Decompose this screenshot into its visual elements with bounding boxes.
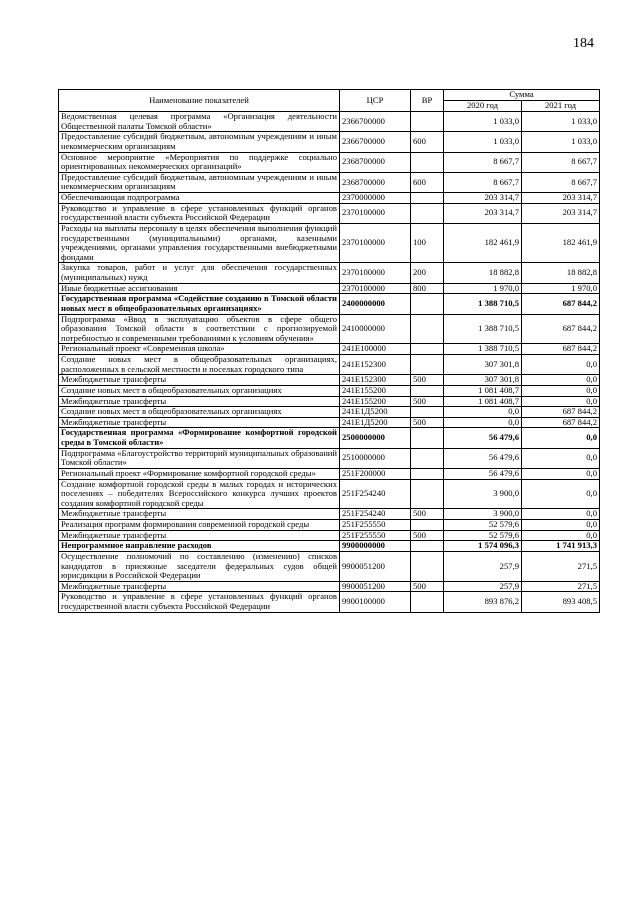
- row-csr-cell: 9900051200: [340, 581, 411, 592]
- table-row: [59, 417, 600, 428]
- row-2020-cell: 1 081 408,7: [444, 385, 522, 396]
- table-row: [59, 396, 600, 407]
- row-vr-cell: [411, 592, 444, 612]
- row-csr-cell: 2510000000: [340, 448, 411, 468]
- row-2021-cell: 0,0: [522, 530, 600, 541]
- row-csr-cell: 2370100000: [340, 263, 411, 283]
- row-csr-cell: 2368700000: [340, 152, 411, 172]
- table-row: [59, 407, 600, 418]
- row-2020-cell: 52 579,6: [444, 520, 522, 531]
- row-name-cell: Предоставление субсидий бюджетным, автономным учреждениям и иным некоммерческим организациям: [59, 132, 340, 152]
- row-csr-cell: 2370100000: [340, 223, 411, 263]
- row-csr-cell: 2370000000: [340, 193, 411, 204]
- row-2021-cell: 8 667,7: [522, 152, 600, 172]
- row-vr-cell: [411, 294, 444, 314]
- row-2020-cell: 1 081 408,7: [444, 396, 522, 407]
- row-csr-cell: 251F255550: [340, 520, 411, 531]
- row-csr-cell: 251F200000: [340, 468, 411, 479]
- row-2021-cell: 0,0: [522, 396, 600, 407]
- table-row: [59, 203, 600, 223]
- row-name-cell: Предоставление субсидий бюджетным, автономным учреждениям и иным некоммерческим организациям: [59, 172, 340, 192]
- row-vr-cell: [411, 541, 444, 552]
- row-2020-cell: 1 388 710,5: [444, 294, 522, 314]
- table-row: [59, 132, 600, 152]
- row-2020-cell: 8 667,7: [444, 152, 522, 172]
- table-row: [59, 551, 600, 581]
- row-vr-cell: [411, 468, 444, 479]
- row-csr-cell: 2370100000: [340, 203, 411, 223]
- row-vr-cell: 500: [411, 581, 444, 592]
- row-2020-cell: 3 900,0: [444, 509, 522, 520]
- row-name-cell: Подпрограмма «Ввод в эксплуатацию объектов в сфере общего образования Томской области в соответствии с прогнозируемой потребностью и современными требованиями к условиям обучения»: [59, 314, 340, 344]
- table-body: [59, 112, 600, 613]
- row-csr-cell: 251F255550: [340, 530, 411, 541]
- row-2020-cell: 203 314,7: [444, 193, 522, 204]
- row-csr-cell: 2400000000: [340, 294, 411, 314]
- row-vr-cell: 500: [411, 417, 444, 428]
- table-row: [59, 448, 600, 468]
- row-vr-cell: [411, 314, 444, 344]
- row-2020-cell: 56 479,6: [444, 448, 522, 468]
- row-vr-cell: 600: [411, 172, 444, 192]
- row-csr-cell: 9900000000: [340, 541, 411, 552]
- row-2021-cell: 0,0: [522, 479, 600, 509]
- row-csr-cell: 9900051200: [340, 551, 411, 581]
- row-vr-cell: [411, 448, 444, 468]
- row-2021-cell: 687 844,2: [522, 407, 600, 418]
- table-row: [59, 520, 600, 531]
- table-row: [59, 592, 600, 612]
- header-sum: Сумма: [444, 90, 600, 101]
- row-csr-cell: 2366700000: [340, 132, 411, 152]
- row-2020-cell: 52 579,6: [444, 530, 522, 541]
- row-vr-cell: [411, 428, 444, 448]
- row-2021-cell: 1 033,0: [522, 112, 600, 132]
- row-vr-cell: [411, 344, 444, 355]
- row-vr-cell: [411, 193, 444, 204]
- row-name-cell: Создание новых мест в общеобразовательных организациях, расположенных в сельской местности и поселках городского типа: [59, 355, 340, 375]
- row-name-cell: Основное мероприятие «Мероприятия по поддержке социально ориентированных некоммерческих организаций»: [59, 152, 340, 172]
- row-csr-cell: 241E1Д5200: [340, 407, 411, 418]
- row-name-cell: Реализация программ формирования современной городской среды: [59, 520, 340, 531]
- row-2020-cell: 257,9: [444, 581, 522, 592]
- row-2020-cell: 1 574 096,3: [444, 541, 522, 552]
- row-vr-cell: 500: [411, 530, 444, 541]
- row-2020-cell: 8 667,7: [444, 172, 522, 192]
- row-2020-cell: 56 479,6: [444, 428, 522, 448]
- row-2020-cell: 257,9: [444, 551, 522, 581]
- header-year-2020: 2020 год: [444, 101, 522, 112]
- row-name-cell: Региональный проект «Формирование комфортной городской среды»: [59, 468, 340, 479]
- row-2020-cell: 1 388 710,5: [444, 314, 522, 344]
- row-2021-cell: 1 741 913,3: [522, 541, 600, 552]
- row-name-cell: Межбюджетные трансферты: [59, 509, 340, 520]
- row-name-cell: Создание комфортной городской среды в малых городах и исторических поселениях – победителях Всероссийского конкурса лучших проектов создания комфортной городской среды: [59, 479, 340, 509]
- row-name-cell: Межбюджетные трансферты: [59, 530, 340, 541]
- row-name-cell: Межбюджетные трансферты: [59, 396, 340, 407]
- row-name-cell: Расходы на выплаты персоналу в целях обеспечения выполнения функций государственными (муниципальными) органами, казенными учреждениями, органами управления государственными внебюджетными фондами: [59, 223, 340, 263]
- row-name-cell: Государственная программа «Содействие созданию в Томской области новых мест в общеобразовательных организациях»: [59, 294, 340, 314]
- row-2021-cell: 203 314,7: [522, 203, 600, 223]
- table-row: [59, 428, 600, 448]
- row-vr-cell: [411, 479, 444, 509]
- row-csr-cell: 241E100000: [340, 344, 411, 355]
- row-csr-cell: 2370100000: [340, 283, 411, 294]
- header-name: Наименование показателей: [59, 90, 340, 112]
- table-row: [59, 344, 600, 355]
- row-vr-cell: [411, 203, 444, 223]
- row-2021-cell: 0,0: [522, 355, 600, 375]
- row-vr-cell: [411, 152, 444, 172]
- row-2021-cell: 1 033,0: [522, 132, 600, 152]
- row-name-cell: Руководство и управление в сфере установленных функций органов государственной власти субъекта Российской Федерации: [59, 203, 340, 223]
- row-2021-cell: 18 882,8: [522, 263, 600, 283]
- row-vr-cell: [411, 355, 444, 375]
- row-name-cell: Подпрограмма «Благоустройство территорий муниципальных образований Томской области»: [59, 448, 340, 468]
- row-name-cell: Непрограммное направление расходов: [59, 541, 340, 552]
- row-vr-cell: 200: [411, 263, 444, 283]
- row-2021-cell: 687 844,2: [522, 344, 600, 355]
- row-name-cell: Обеспечивающая подпрограмма: [59, 193, 340, 204]
- row-2020-cell: 18 882,8: [444, 263, 522, 283]
- row-2020-cell: 0,0: [444, 407, 522, 418]
- row-csr-cell: 241E152300: [340, 355, 411, 375]
- row-vr-cell: [411, 520, 444, 531]
- row-vr-cell: [411, 551, 444, 581]
- table-row: [59, 193, 600, 204]
- row-name-cell: Межбюджетные трансферты: [59, 375, 340, 386]
- row-csr-cell: 241E152300: [340, 375, 411, 386]
- row-vr-cell: 100: [411, 223, 444, 263]
- table-row: [59, 172, 600, 192]
- row-vr-cell: 500: [411, 375, 444, 386]
- table-row: [59, 530, 600, 541]
- row-2020-cell: 3 900,0: [444, 479, 522, 509]
- row-2020-cell: 307 301,8: [444, 375, 522, 386]
- row-csr-cell: 9900100000: [340, 592, 411, 612]
- row-csr-cell: 2410000000: [340, 314, 411, 344]
- header-csr: ЦСР: [340, 90, 411, 112]
- row-2020-cell: 203 314,7: [444, 203, 522, 223]
- row-2021-cell: 1 970,0: [522, 283, 600, 294]
- row-name-cell: Руководство и управление в сфере установленных функций органов государственной власти субъекта Российской Федерации: [59, 592, 340, 612]
- table-row: [59, 355, 600, 375]
- row-name-cell: Создание новых мест в общеобразовательных организациях: [59, 385, 340, 396]
- row-2021-cell: 687 844,2: [522, 417, 600, 428]
- row-2021-cell: 687 844,2: [522, 294, 600, 314]
- row-2020-cell: 1 388 710,5: [444, 344, 522, 355]
- row-csr-cell: 2368700000: [340, 172, 411, 192]
- row-2020-cell: 1 033,0: [444, 112, 522, 132]
- row-vr-cell: [411, 385, 444, 396]
- table-row: [59, 294, 600, 314]
- row-csr-cell: 251F254240: [340, 509, 411, 520]
- row-vr-cell: 600: [411, 132, 444, 152]
- row-csr-cell: 251F254240: [340, 479, 411, 509]
- row-name-cell: Региональный проект «Современная школа»: [59, 344, 340, 355]
- row-vr-cell: [411, 112, 444, 132]
- row-2021-cell: 0,0: [522, 520, 600, 531]
- row-2021-cell: 271,5: [522, 581, 600, 592]
- row-2021-cell: 0,0: [522, 375, 600, 386]
- row-vr-cell: 500: [411, 396, 444, 407]
- row-name-cell: Межбюджетные трансферты: [59, 417, 340, 428]
- table-row: [59, 152, 600, 172]
- row-2021-cell: 893 408,5: [522, 592, 600, 612]
- row-2021-cell: 0,0: [522, 468, 600, 479]
- table-row: [59, 468, 600, 479]
- table-row: [59, 375, 600, 386]
- row-csr-cell: 2500000000: [340, 428, 411, 448]
- row-name-cell: Создание новых мест в общеобразовательных организациях: [59, 407, 340, 418]
- row-2021-cell: 687 844,2: [522, 314, 600, 344]
- table-row: [59, 385, 600, 396]
- row-name-cell: Осуществление полномочий по составлению (изменению) списков кандидатов в присяжные заседатели федеральных судов общей юрисдикции в Российской Федерации: [59, 551, 340, 581]
- table-row: [59, 223, 600, 263]
- row-2021-cell: 0,0: [522, 509, 600, 520]
- row-name-cell: Ведомственная целевая программа «Организация деятельности Общественной палаты Томской области»: [59, 112, 340, 132]
- row-2021-cell: 203 314,7: [522, 193, 600, 204]
- row-vr-cell: [411, 407, 444, 418]
- table-row: [59, 509, 600, 520]
- row-csr-cell: 241E1Д5200: [340, 417, 411, 428]
- table-row: [59, 581, 600, 592]
- row-csr-cell: 241E155200: [340, 385, 411, 396]
- table-row: [59, 263, 600, 283]
- row-name-cell: Государственная программа «Формирование комфортной городской среды в Томской области»: [59, 428, 340, 448]
- row-2020-cell: 56 479,6: [444, 468, 522, 479]
- row-2021-cell: 271,5: [522, 551, 600, 581]
- row-2020-cell: 1 033,0: [444, 132, 522, 152]
- row-name-cell: Закупка товаров, работ и услуг для обеспечения государственных (муниципальных) нужд: [59, 263, 340, 283]
- row-csr-cell: 241E155200: [340, 396, 411, 407]
- row-name-cell: Межбюджетные трансферты: [59, 581, 340, 592]
- page-number: 184: [573, 36, 594, 51]
- table-row: [59, 314, 600, 344]
- row-name-cell: Иные бюджетные ассигнования: [59, 283, 340, 294]
- header-vr: ВР: [411, 90, 444, 112]
- row-2021-cell: 0,0: [522, 448, 600, 468]
- row-2021-cell: 0,0: [522, 385, 600, 396]
- row-2020-cell: 1 970,0: [444, 283, 522, 294]
- row-vr-cell: 800: [411, 283, 444, 294]
- row-csr-cell: 2366700000: [340, 112, 411, 132]
- row-2020-cell: 0,0: [444, 417, 522, 428]
- row-vr-cell: 500: [411, 509, 444, 520]
- table-row: [59, 112, 600, 132]
- row-2021-cell: 8 667,7: [522, 172, 600, 192]
- row-2020-cell: 182 461,9: [444, 223, 522, 263]
- row-2021-cell: 0,0: [522, 428, 600, 448]
- row-2021-cell: 182 461,9: [522, 223, 600, 263]
- table-row: [59, 479, 600, 509]
- budget-table: [58, 89, 600, 613]
- header-year-2021: 2021 год: [522, 101, 600, 112]
- row-2020-cell: 893 876,2: [444, 592, 522, 612]
- row-2020-cell: 307 301,8: [444, 355, 522, 375]
- table-row: [59, 283, 600, 294]
- table-row: [59, 541, 600, 552]
